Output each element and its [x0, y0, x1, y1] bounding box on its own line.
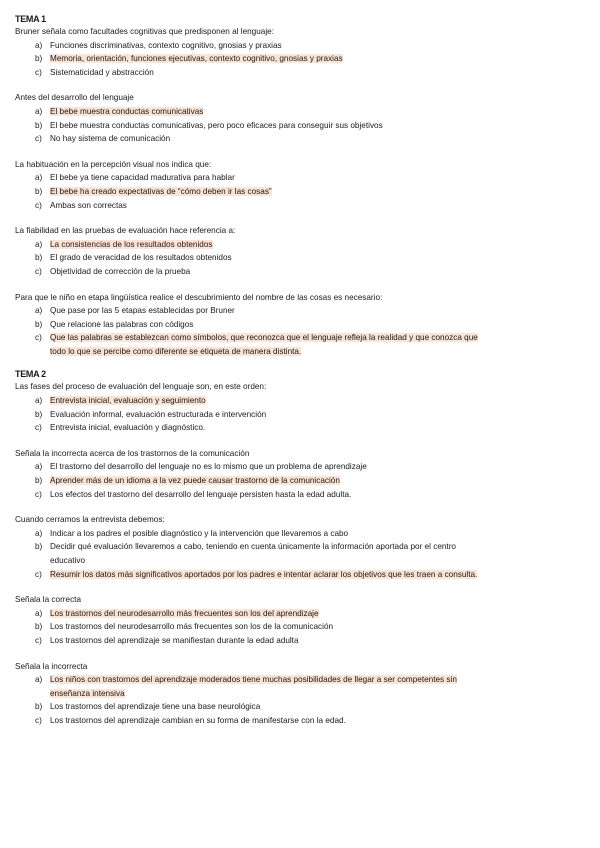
option-b-highlighted — [15, 474, 584, 488]
option-letter: b) — [35, 702, 43, 712]
option-b — [15, 119, 584, 133]
option-letter: a) — [35, 608, 43, 618]
option-letter: c) — [35, 569, 42, 579]
option-letter: b) — [35, 120, 43, 130]
option-letter: c) — [35, 423, 42, 433]
option-letter: c) — [35, 266, 42, 276]
option-text: Evaluación informal, evaluación estructurada e intervención — [50, 409, 267, 419]
option-c — [15, 132, 584, 146]
option-c — [15, 66, 584, 80]
option-letter: c) — [35, 67, 42, 77]
option-letter: a) — [35, 239, 43, 249]
option-text: Entrevista inicial, evaluación y diagnóstico. — [50, 423, 206, 433]
option-letter: c) — [35, 715, 42, 725]
option-text: Que relacione las palabras con códigos — [50, 319, 194, 329]
question-block — [15, 91, 584, 145]
question-block — [15, 593, 584, 647]
option-text: Los trastornos del neurodesarrollo más frecuentes son los del aprendizaje — [50, 608, 319, 618]
option-text: La consistencias de los resultados obtenidos — [50, 239, 213, 249]
option-letter: b) — [35, 542, 43, 552]
question-block — [15, 291, 584, 359]
option-a — [15, 304, 584, 318]
option-text: Memoria, orientación, funciones ejecutivas, contexto cognitivo, gnosias y praxias — [50, 54, 343, 64]
question-block — [15, 513, 584, 581]
question-text: La fiabilidad en las pruebas de evaluación hace referencia a: — [15, 226, 236, 236]
question-text: Para que le niño en etapa lingüística realice el descubrimiento del nombre de las cosas es necesario: — [15, 292, 383, 302]
option-a-highlighted — [15, 105, 584, 119]
option-c — [15, 714, 584, 728]
question-block — [15, 158, 584, 212]
option-letter: b) — [35, 409, 43, 419]
question-block — [15, 447, 584, 501]
option-c — [15, 634, 584, 648]
option-text: Objetividad de corrección de la prueba — [50, 266, 191, 276]
question-text: La habituación en la percepción visual nos indica que: — [15, 159, 212, 169]
option-a — [15, 171, 584, 185]
option-a-highlighted — [15, 607, 584, 621]
option-letter: b) — [35, 54, 43, 64]
option-letter: c) — [35, 635, 42, 645]
option-letter: b) — [35, 319, 43, 329]
question-block — [15, 660, 584, 728]
option-letter: a) — [35, 675, 43, 685]
question-text: Antes del desarrollo del lenguaje — [15, 93, 134, 103]
option-text: Resumir los datos más significativos aportados por los padres e intentar aclarar los objetivos que les traen a consulta. — [50, 569, 478, 579]
option-letter: c) — [35, 200, 42, 210]
question-text: Las fases del proceso de evaluación del lenguaje son, en este orden: — [15, 382, 267, 392]
option-b-highlighted — [15, 52, 584, 66]
option-text-continued: educativo — [50, 556, 86, 565]
option-letter: c) — [35, 333, 42, 343]
option-text: El bebe ya tiene capacidad madurativa para hablar — [50, 173, 235, 183]
option-a-highlighted — [15, 673, 584, 700]
question-text: Bruner señala como facultades cognitivas que predisponen al lenguaje: — [15, 27, 274, 36]
option-letter: b) — [35, 622, 43, 632]
option-a — [15, 460, 584, 474]
option-c-highlighted — [15, 331, 584, 358]
option-b — [15, 700, 584, 714]
option-b — [15, 408, 584, 422]
option-letter: a) — [35, 462, 43, 472]
option-letter: b) — [35, 253, 43, 263]
option-b — [15, 318, 584, 332]
option-text: El bebe ha creado expectativas de “cómo deben ir las cosas” — [50, 186, 272, 196]
option-text: El bebe muestra conductas comunicativas — [50, 106, 204, 116]
question-text: Señala la correcta — [15, 595, 81, 605]
option-text: El trastorno del desarrollo del lenguaje no es lo mismo que un problema de aprendizaje — [50, 462, 367, 472]
option-text: Los trastornos del aprendizaje se manifiestan durante la edad adulta — [50, 635, 299, 645]
option-text: Aprender más de un idioma a la vez puede causar trastorno de la comunicación — [50, 476, 340, 486]
option-c — [15, 265, 584, 279]
option-a-highlighted — [15, 238, 584, 252]
option-text: Funciones discriminativas, contexto cognitivo, gnosias y praxias — [50, 40, 282, 50]
option-c — [15, 488, 584, 502]
option-text: Ambas son correctas — [50, 200, 127, 210]
option-text: Decidir qué evaluación llevaremos a cabo, teniendo en cuenta únicamente la información aportada por el centro — [50, 542, 456, 552]
option-text: Los efectos del trastorno del desarrollo del lenguaje persisten hasta la edad adulta. — [50, 489, 352, 499]
option-text: Los trastornos del neurodesarrollo más frecuentes son los de la comunicación — [50, 622, 334, 632]
option-text: Entrevista inicial, evaluación y seguimiento — [50, 396, 206, 406]
option-letter: a) — [35, 528, 43, 538]
option-text: Indicar a los padres el posible diagnóstico y la intervención que llevaremos a cabo — [50, 528, 349, 538]
section-heading-tema-2: TEMA 2 — [15, 369, 46, 380]
option-text: Sistematicidad y abstracción — [50, 67, 154, 77]
option-b — [15, 251, 584, 265]
option-c — [15, 199, 584, 213]
option-a-highlighted — [15, 394, 584, 408]
option-text: No hay sistema de comunicación — [50, 134, 171, 144]
option-a — [15, 39, 584, 53]
question-text: Señala la incorrecta — [15, 661, 88, 671]
option-text-continued: enseñanza intensiva — [50, 688, 125, 698]
section-heading-tema-1: TEMA 1 — [15, 14, 46, 24]
option-text: El grado de veracidad de los resultados obtenidos — [50, 253, 232, 263]
option-letter: a) — [35, 173, 43, 183]
option-a — [15, 527, 584, 541]
option-letter: c) — [35, 134, 42, 144]
question-block — [15, 25, 584, 79]
option-letter: b) — [35, 476, 43, 486]
option-letter: a) — [35, 396, 43, 406]
option-letter: a) — [35, 106, 43, 116]
option-c — [15, 421, 584, 435]
option-text: Los trastornos del aprendizaje tiene una base neurológica — [50, 702, 261, 712]
question-text: Cuando cerramos la entrevista debemos: — [15, 515, 165, 525]
option-text: Que las palabras se establezcan como símbolos, que reconozca que el lenguaje refleja la realidad y que conozca que — [50, 333, 478, 343]
option-letter: a) — [35, 40, 43, 50]
option-letter: b) — [35, 186, 43, 196]
option-c-highlighted — [15, 568, 584, 582]
option-text: Los niños con trastornos del aprendizaje moderados tiene muchas posibilidades de llegar a ser competentes sin — [50, 675, 457, 685]
option-letter: c) — [35, 489, 42, 499]
option-b — [15, 620, 584, 634]
option-text: Que pase por las 5 etapas establecidas por Bruner — [50, 306, 235, 316]
question-text: Señala la incorrecta acerca de los trastornos de la comunicación — [15, 448, 250, 458]
option-letter: a) — [35, 306, 43, 316]
question-block — [15, 224, 584, 278]
option-b — [15, 540, 584, 567]
option-text: Los trastornos del aprendizaje cambian en su forma de manifestarse con la edad. — [50, 715, 346, 725]
option-b-highlighted — [15, 185, 584, 199]
option-text-continued: todo lo que se percibe como diferente se etiqueta de manera distinta. — [50, 346, 302, 356]
question-block — [15, 380, 584, 434]
option-text: El bebe muestra conductas comunicativas, pero poco eficaces para conseguir sus objetivos — [50, 120, 383, 130]
